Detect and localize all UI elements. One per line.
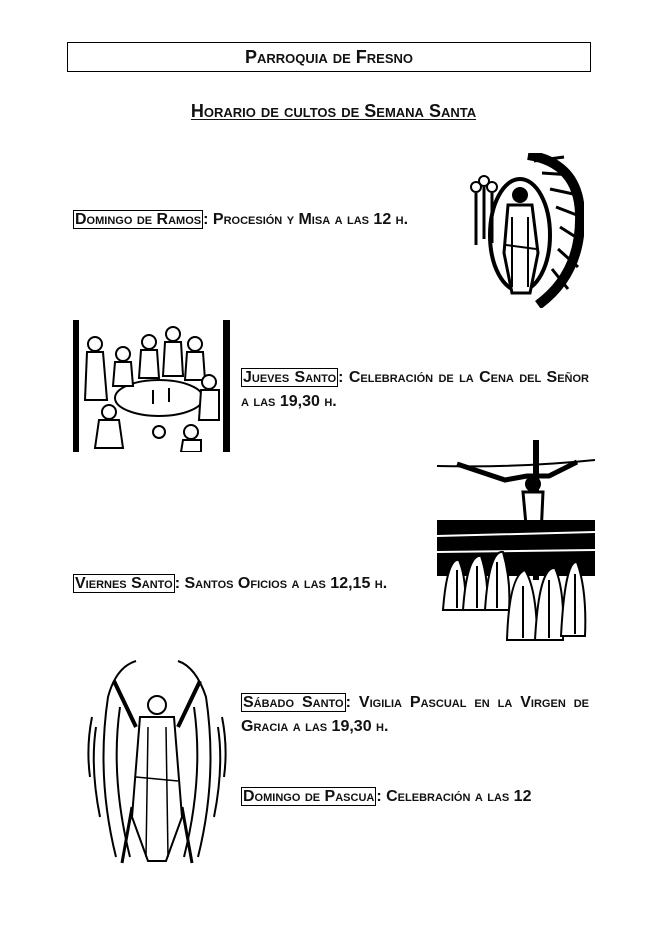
crucifixion-illustration xyxy=(437,440,595,642)
entry-label: Domingo de Ramos xyxy=(75,211,202,228)
page-subtitle xyxy=(0,101,667,122)
entry-label: Sábado Santo xyxy=(243,694,344,711)
entry-label: Jueves Santo xyxy=(243,369,337,386)
subtitle-text: Horario de cultos de Semana Santa xyxy=(190,101,477,121)
entry-text: Vigilia Pascual en la Virgen de Gracia a las 19,30 h. xyxy=(241,694,589,735)
entry-label: Viernes Santo xyxy=(75,575,173,592)
entry-domingo-pascua: Domingo de Pascua : Celebración a las 12 xyxy=(243,788,532,805)
resurrection-illustration xyxy=(86,657,228,869)
entry-sabado-santo: Sábado Santo : Vigilia Pascual en la Virgen de Gracia a las 19,30 h. xyxy=(241,694,589,735)
palm-sunday-illustration xyxy=(468,153,584,308)
entry-label: Domingo de Pascua xyxy=(243,788,375,805)
entry-domingo-ramos: Domingo de Ramos : Procesión y Misa a las 12 h. xyxy=(75,211,409,228)
entry-jueves-santo: Jueves Santo : Celebración de la Cena del Señor a las 19,30 h. xyxy=(241,369,589,410)
parish-title: Parroquia de Fresno xyxy=(244,47,414,67)
page-header xyxy=(67,42,591,72)
entry-text: Santos Oficios a las 12,15 h. xyxy=(184,575,388,592)
entry-text: Celebración a las 12 xyxy=(386,788,532,805)
entry-text: Procesión y Misa a las 12 h. xyxy=(212,211,409,228)
last-supper-illustration xyxy=(73,320,230,452)
entry-viernes-santo: Viernes Santo : Santos Oficios a las 12,15 h. xyxy=(75,575,388,592)
entry-text: Celebración de la Cena del Señor a las 19,30 h. xyxy=(241,369,589,410)
